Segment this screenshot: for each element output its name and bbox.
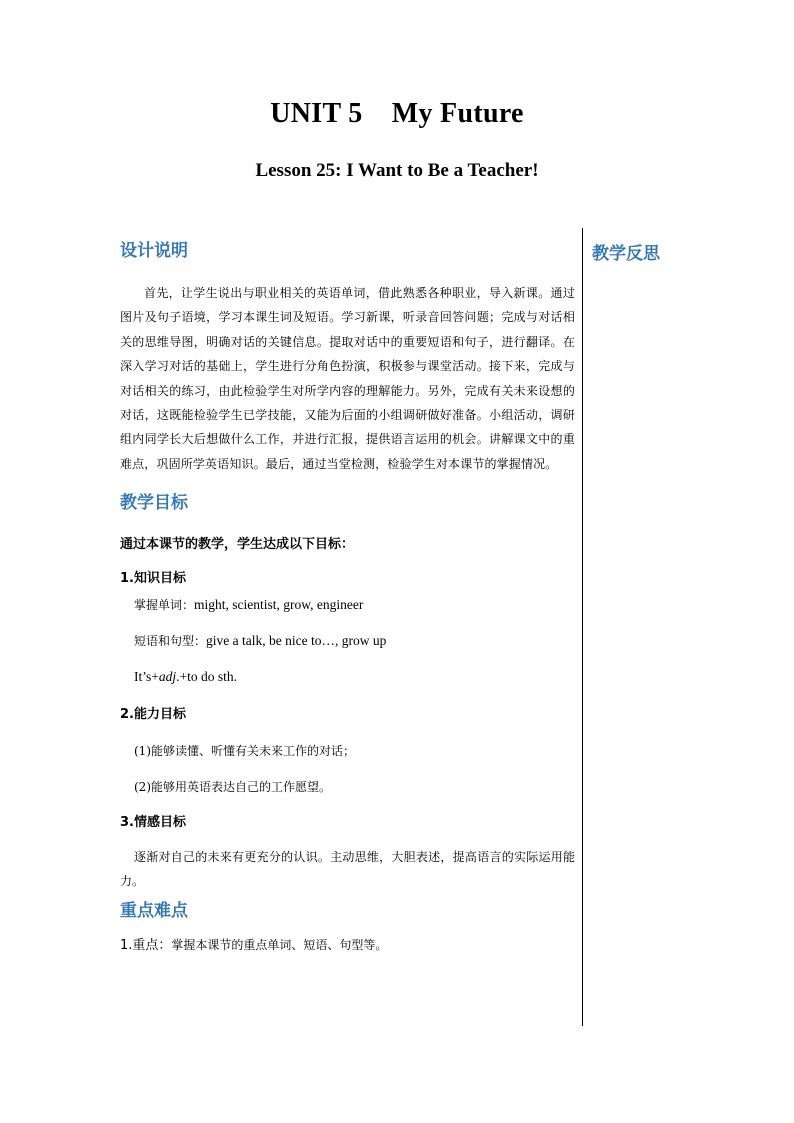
objectives-heading: 教学目标	[120, 493, 188, 514]
pattern-prefix: It’s+	[134, 669, 159, 685]
ability-item-2: (2)能够用英语表达自己的工作愿望。	[134, 780, 331, 795]
ability-heading: 2.能力目标	[120, 707, 186, 723]
ability-item-1: (1)能够读懂、听懂有关未来工作的对话；	[134, 744, 355, 759]
key-point-1	[120, 935, 575, 956]
design-heading: 设计说明	[120, 241, 188, 261]
unit-title: UNIT 5 My Future	[270, 98, 524, 129]
pattern-suffix: .+to do sth.	[176, 669, 238, 685]
knowledge-heading: 1.知识目标	[120, 571, 186, 587]
reflection-heading: 教学反思	[592, 244, 660, 264]
key-point-1-label: 1.重点：	[120, 938, 172, 954]
design-paragraph: 首先，让学生说出与职业相关的英语单词，借此熟悉各种职业，导入新课。通过图片及句子语境，学习本课生词及短语。学习新课，听录音回答问题；完成与对话相关的思维导图，明确对话的关键信息。提取对话中的重要短语和句子，进行翻译。在深入学习对话的基础上，学生进行分角色扮演，积极参与课堂活动。接下来，完成与对话相关的练习，由此检验学生对所学内容的理解能力。另外，完成有关未来设想的对话，这既能检验学生已学技能，又能为后面的小组调研做好准备。小组活动，调研组内同学长大后想做什么工作，并进行汇报，提供语言运用的机会。讲解课文中的重难点，巩固所学英语知识。最后，通过当堂检测，检验学生对本课节的掌握情况。	[120, 286, 575, 471]
knowledge-pattern	[120, 667, 575, 687]
words-list: might, scientist, grow, engineer	[194, 597, 364, 613]
main-column	[120, 239, 575, 956]
knowledge-phrases	[120, 631, 575, 651]
lesson-title: Lesson 25: I Want to Be a Teacher!	[255, 160, 539, 181]
words-label: 掌握单词：	[134, 598, 195, 613]
key-point-1-text: 掌握本课节的重点单词、短语、句型等。	[171, 938, 388, 953]
pattern-adj: adj	[158, 669, 177, 685]
emotion-heading: 3.情感目标	[120, 815, 186, 831]
key-points-heading: 重点难点	[120, 901, 188, 922]
knowledge-words	[120, 595, 575, 615]
emotion-paragraph: 逐渐对自己的未来有更充分的认识。主动思维，大胆表述，提高语言的实际运用能力。	[120, 850, 575, 889]
phrases-label: 短语和句型：	[134, 634, 207, 649]
phrases-list: give a talk, be nice to…, grow up	[206, 633, 387, 649]
column-divider	[582, 228, 583, 1026]
objectives-intro: 通过本课节的教学，学生达成以下目标：	[120, 537, 355, 553]
